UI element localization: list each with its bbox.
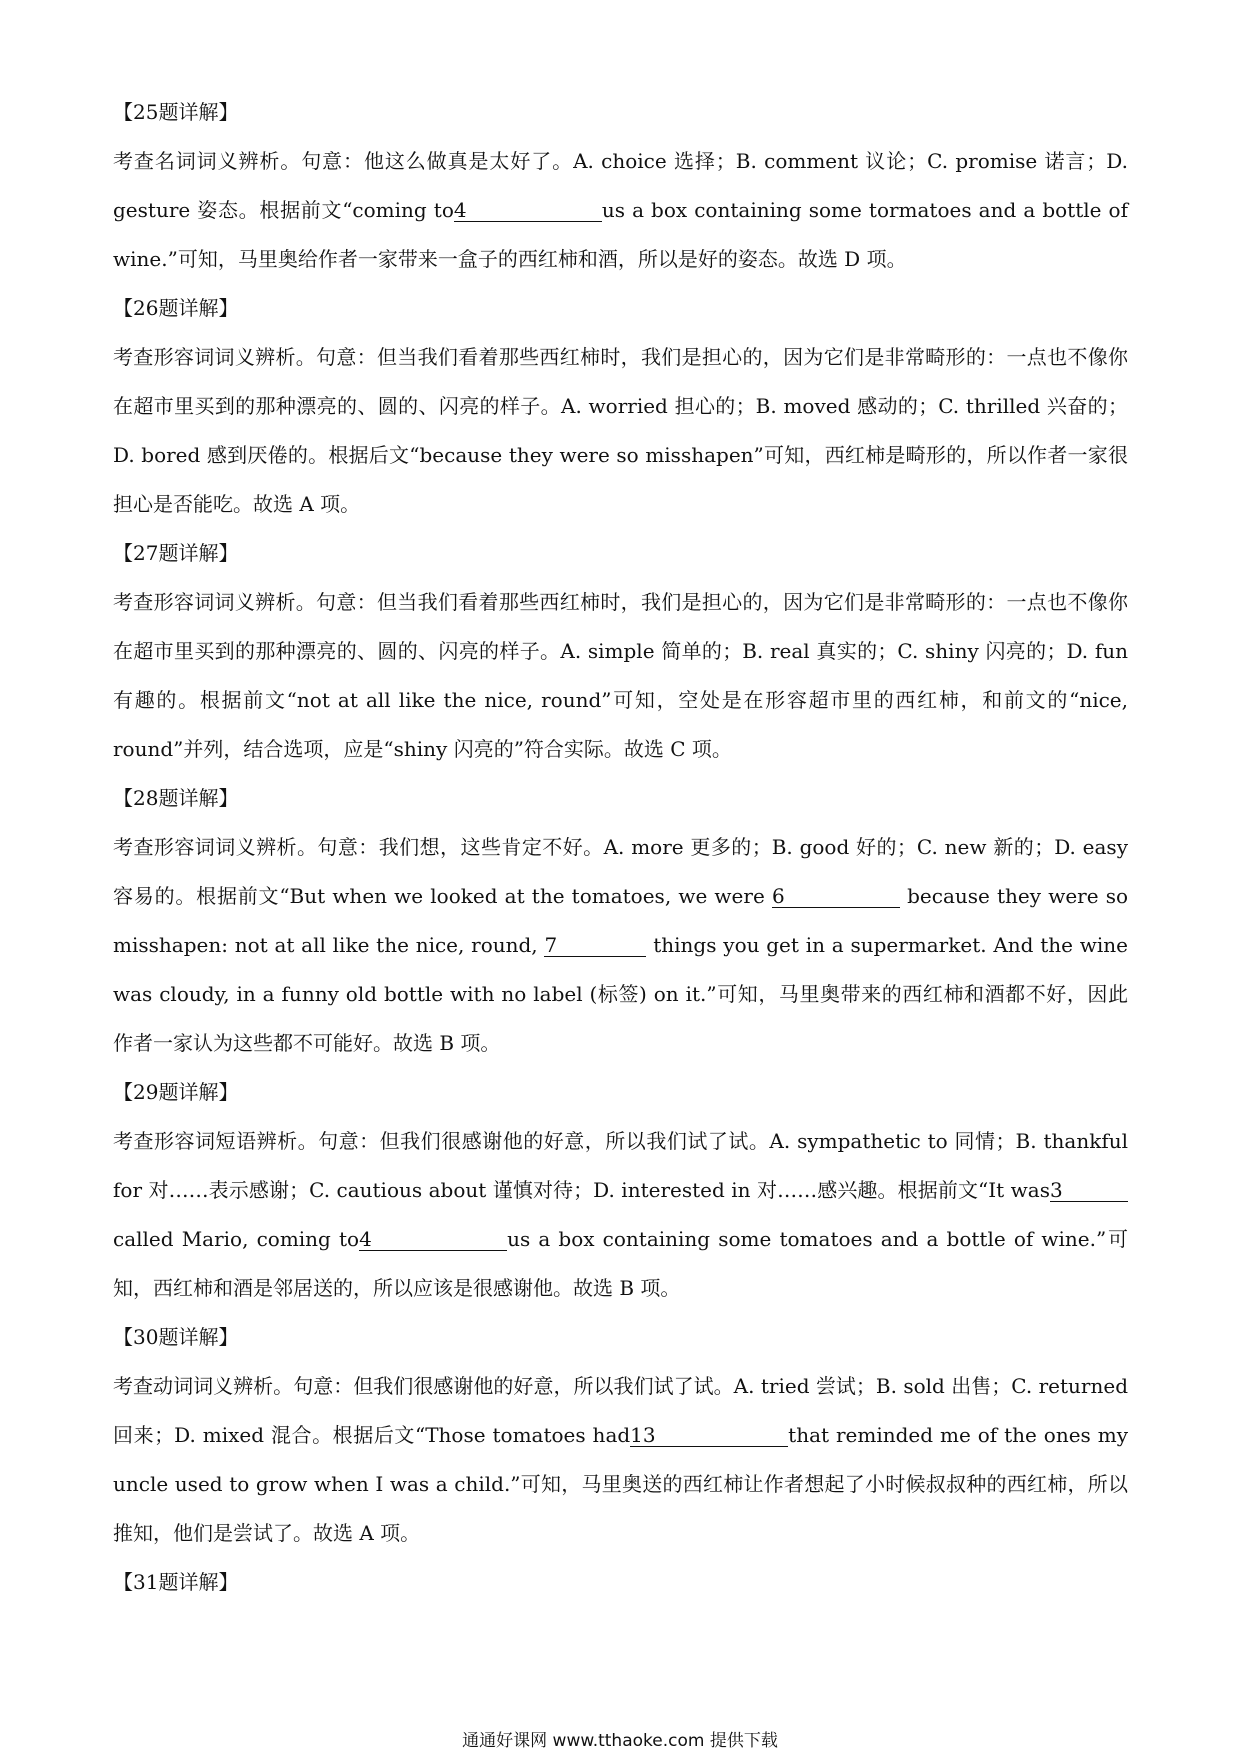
section-29: [113, 1068, 1128, 1313]
section-30: [113, 1313, 1128, 1558]
section-31: [113, 1558, 1128, 1607]
section-explanation: 考查形容词词义辨析。句意：我们想，这些肯定不好。A. more 更多的；B. good 好的；C. new 新的；D. easy 容易的。根据前文“But when we looked at the tomatoes, we were 6 because they were so misshapen: not at all like the nice, round, 7 things you get in a supermarket. And the wine was cloudy, in a funny old bottle with no label (标签) on it.”可知，马里奥带来的西红柿和酒都不好，因此作者一家认为这些都不可能好。故选 B 项。: [113, 835, 1129, 1055]
section-heading: 【30题详解】: [113, 1325, 239, 1349]
page-footer: 通通好课网 www.tthaoke.com 提供下载: [462, 1731, 778, 1751]
blank-line: 4: [359, 1228, 507, 1251]
section-28: [113, 774, 1128, 1068]
section-heading: 【25题详解】: [113, 100, 239, 124]
section-heading: 【26题详解】: [113, 296, 239, 320]
section-heading: 【31题详解】: [113, 1570, 239, 1594]
blank-line: 6: [772, 885, 900, 908]
section-27: [113, 529, 1128, 774]
blank-line: 13: [630, 1424, 788, 1447]
section-25: [113, 88, 1128, 284]
blank-line: 3: [1050, 1179, 1128, 1202]
blank-line: 4: [454, 199, 602, 222]
section-heading: 【27题详解】: [113, 541, 239, 565]
document-body: [113, 88, 1128, 1607]
section-explanation: 考查形容词短语辨析。句意：但我们很感谢他的好意，所以我们试了试。A. sympathetic to 同情；B. thankful for 对……表示感谢；C. cautious about 谨慎对待；D. interested in 对……感兴趣。根据前文“It was3 called Mario, coming to4 us a box containing some tomatoes and a bottle of wine.”可知，西红柿和酒是邻居送的，所以应该是很感谢他。故选 B 项。: [113, 1129, 1128, 1300]
section-explanation: 考查名词词义辨析。句意：他这么做真是太好了。A. choice 选择；B. comment 议论；C. promise 诺言；D. gesture 姿态。根据前文“coming to4 us a box containing some tormatoes and a bottle of wine.”可知，马里奥给作者一家带来一盒子的西红柿和酒，所以是好的姿态。故选 D 项。: [113, 149, 1128, 271]
section-explanation: 考查形容词词义辨析。句意：但当我们看着那些西红柿时，我们是担心的，因为它们是非常畸形的：一点也不像你在超市里买到的那种漂亮的、圆的、闪亮的样子。A. simple 简单的；B. real 真实的；C. shiny 闪亮的；D. fun 有趣的。根据前文“not at all like the nice, round”可知，空处是在形容超市里的西红柿，和前文的“nice, round”并列，结合选项，应是“shiny 闪亮的”符合实际。故选 C 项。: [113, 590, 1128, 761]
section-heading: 【29题详解】: [113, 1080, 239, 1104]
section-26: [113, 284, 1128, 529]
section-explanation: 考查动词词义辨析。句意：但我们很感谢他的好意，所以我们试了试。A. tried 尝试；B. sold 出售；C. returned 回来；D. mixed 混合。根据后文“Those tomatoes had13 that reminded me of the ones my uncle used to grow when I was a child.”可知，马里奥送的西红柿让作者想起了小时候叔叔种的西红柿，所以推知，他们是尝试了。故选 A 项。: [113, 1374, 1128, 1545]
section-heading: 【28题详解】: [113, 786, 239, 810]
section-explanation: 考查形容词词义辨析。句意：但当我们看着那些西红柿时，我们是担心的，因为它们是非常畸形的：一点也不像你在超市里买到的那种漂亮的、圆的、闪亮的样子。A. worried 担心的；B. moved 感动的；C. thrilled 兴奋的；D. bored 感到厌倦的。根据后文“because they were so misshapen”可知，西红柿是畸形的，所以作者一家很担心是否能吃。故选 A 项。: [113, 345, 1128, 516]
blank-line: 7: [544, 934, 646, 957]
